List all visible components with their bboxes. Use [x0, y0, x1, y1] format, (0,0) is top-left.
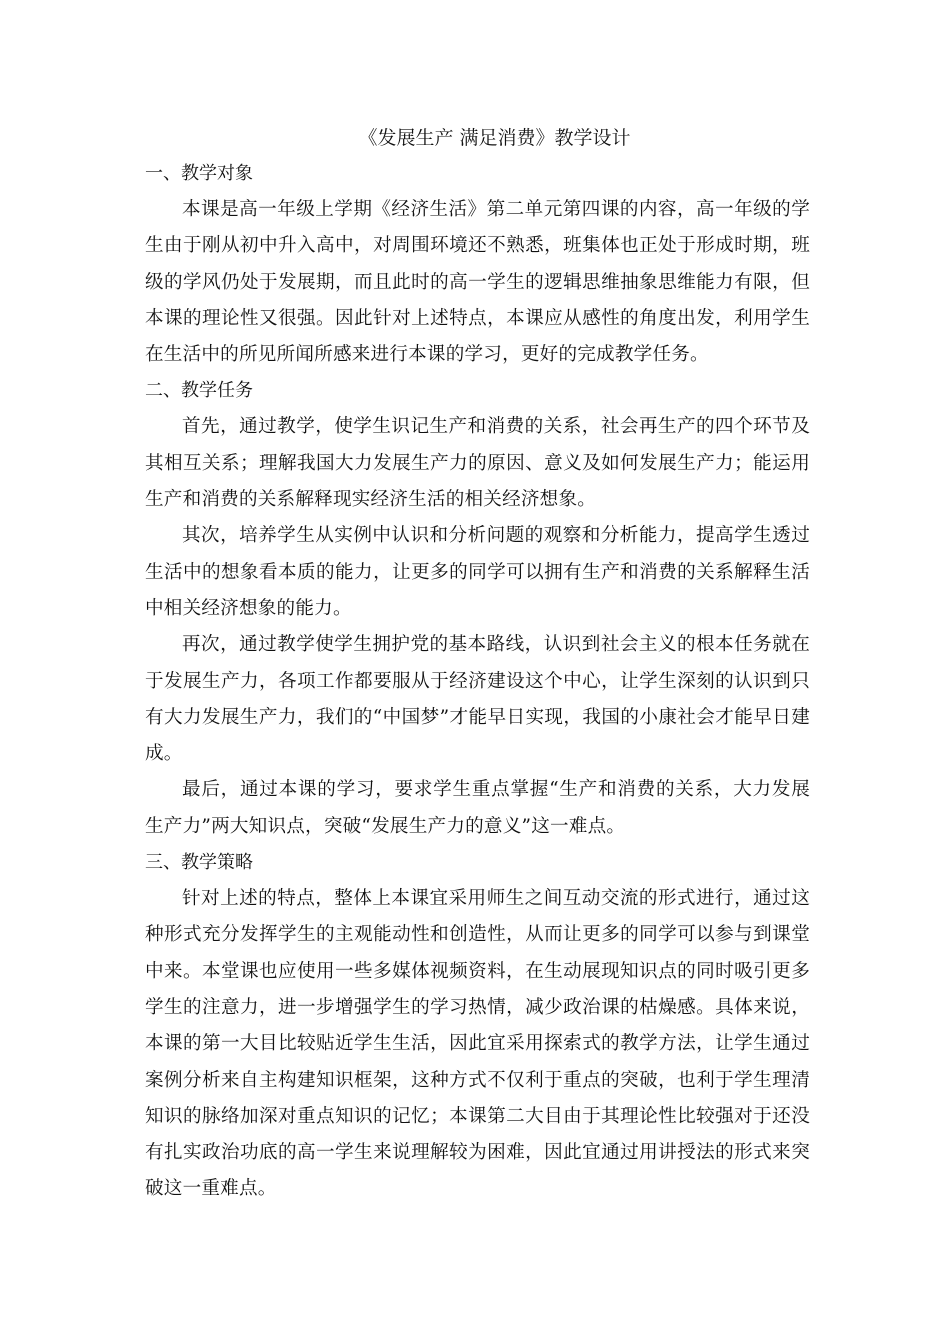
document-title: 《发展生产 满足消费》教学设计: [358, 127, 631, 149]
paragraph: 其次，培养学生从实例中认识和分析问题的观察和分析能力，提高学生透过生活中的想象看本质的能力，让更多的同学可以拥有生产和消费的关系解释生活中相关经济想象的能力。: [145, 525, 810, 619]
section-heading: 三、教学策略: [145, 852, 253, 874]
document-body: [145, 120, 810, 1208]
paragraph: 针对上述的特点，整体上本课宜采用师生之间互动交流的形式进行，通过这种形式充分发挥学生的主观能动性和创造性，从而让更多的同学可以参与到课堂中来。本堂课也应使用一些多媒体视频资料，在生动展现知识点的同时吸引更多学生的注意力，进一步增强学生的学习热情，减少政治课的枯燥感。具体来说，本课的第一大目比较贴近学生生活，因此宜采用探索式的教学方法，让学生通过案例分析来自主构建知识框架，这种方式不仅利于重点的突破，也利于学生理清知识的脉络加深对重点知识的记忆；本课第二大目由于其理论性比较强对于还没有扎实政治功底的高一学生来说理解较为困难，因此宜通过用讲授法的形式来突破这一重难点。: [145, 888, 810, 1200]
section-teaching-object: [145, 156, 810, 373]
section-heading: 二、教学任务: [145, 380, 253, 402]
paragraph: 最后，通过本课的学习，要求学生重点掌握“生产和消费的关系，大力发展生产力”两大知识点，突破“发展生产力的意义”这一难点。: [145, 779, 810, 837]
paragraph: 再次，通过教学使学生拥护党的基本路线，认识到社会主义的根本任务就在于发展生产力，各项工作都要服从于经济建设这个中心，让学生深刻的认识到只有大力发展生产力，我们的“中国梦”才能早日实现，我国的小康社会才能早日建成。: [145, 634, 810, 765]
paragraph: 首先，通过教学，使学生识记生产和消费的关系，社会再生产的四个环节及其相互关系；理解我国大力发展生产力的原因、意义及如何发展生产力；能运用生产和消费的关系解释现实经济生活的相关经济想象。: [145, 416, 810, 511]
paragraph: 本课是高一年级上学期《经济生活》第二单元第四课的内容，高一年级的学生由于刚从初中升入高中，对周围环境还不熟悉，班集体也正处于形成时期，班级的学风仍处于发展期，而且此时的高一学生的逻辑思维抽象思维能力有限，但本课的理论性又很强。因此针对上述特点，本课应从感性的角度出发，利用学生在生活中的所见所闻所感来进行本课的学习，更好的完成教学任务。: [145, 199, 810, 366]
section-teaching-strategy: [145, 845, 810, 1208]
section-teaching-task: [145, 373, 810, 845]
section-heading: 一、教学对象: [145, 163, 253, 184]
